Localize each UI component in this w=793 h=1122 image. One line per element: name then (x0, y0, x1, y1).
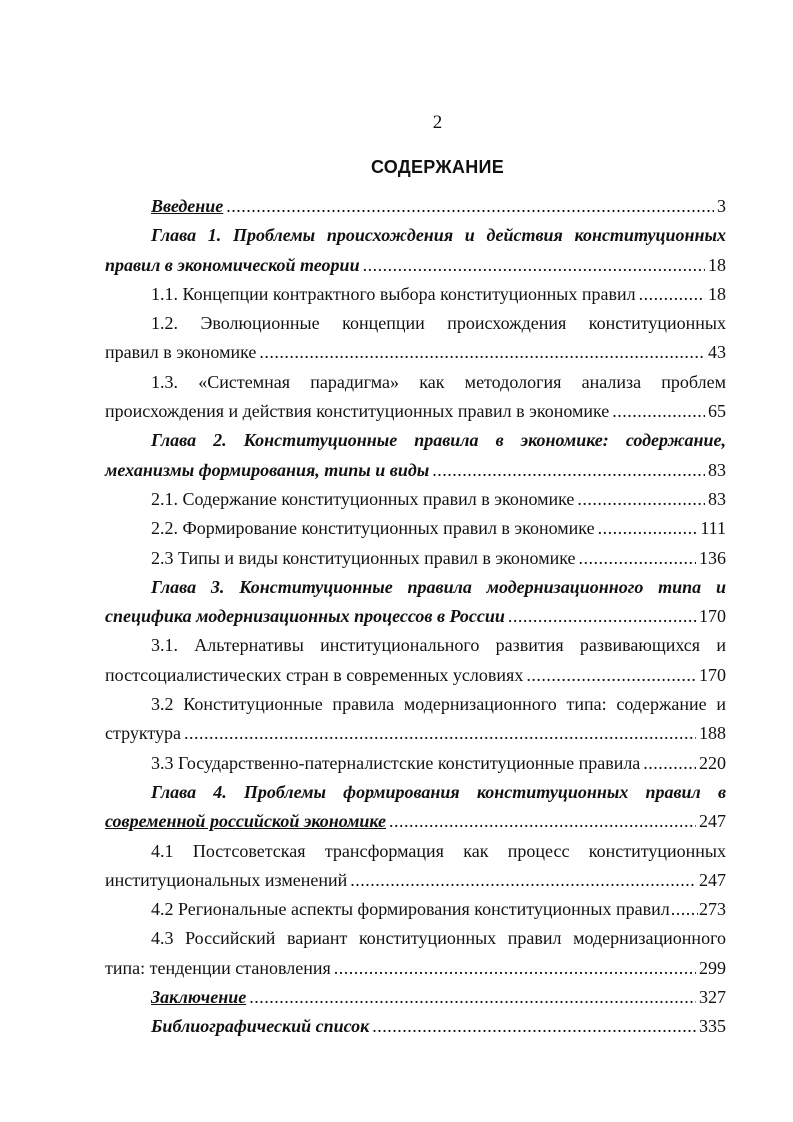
dot-leader (184, 719, 696, 748)
toc-page-number: 136 (699, 547, 726, 568)
dot-leader (598, 514, 698, 543)
toc-page-number: 220 (699, 752, 726, 773)
toc-entry-section-3-1[interactable] (105, 631, 726, 690)
toc-entry-bibliography[interactable] (105, 1012, 726, 1041)
page-title: СОДЕРЖАНИЕ (370, 157, 505, 177)
toc-entry-title-continued: происхождения и действия конституционных правил в экономике (105, 401, 610, 422)
toc-entry-title: 2.2. Формирование конституционных правил в экономике (151, 518, 595, 539)
toc-entry-title: 4.2 Региональные аспекты формирования конституционных правил (151, 899, 670, 920)
toc-entry-chapter-1[interactable] (105, 221, 726, 280)
toc-entry-title: 3.1. Альтернативы институционального развития развивающихся и (151, 635, 726, 656)
toc-page-number: 170 (699, 606, 726, 627)
toc-entry-title-continued: современной российской экономике (105, 811, 387, 832)
dot-leader (526, 661, 696, 690)
toc-entry-title: Заключение (151, 987, 247, 1008)
toc-entry-title: Глава 4. Проблемы формирования конституционных правил в (151, 781, 726, 802)
toc-entry-section-2-1[interactable] (105, 485, 726, 514)
dot-leader (249, 983, 696, 1012)
toc-entry-title: 1.1. Концепции контрактного выбора конституционных правил (151, 283, 636, 304)
toc-entry-section-1-2[interactable] (105, 309, 726, 368)
dot-leader (508, 602, 696, 631)
toc-entry-title: Глава 1. Проблемы происхождения и действия конституционных (151, 225, 726, 246)
toc-page-number: 247 (699, 869, 726, 890)
toc-page-number: 299 (699, 957, 726, 978)
table-of-contents (105, 192, 726, 1042)
toc-page-number: 83 (708, 488, 726, 509)
toc-entry-title-continued: постсоциалистических стран в современных условиях (105, 664, 524, 685)
toc-page-number: 247 (699, 811, 726, 832)
toc-page-number: 273 (699, 899, 726, 920)
toc-entry-chapter-2[interactable] (105, 426, 726, 485)
toc-entry-title-continued: правил в экономике (105, 342, 257, 363)
toc-entry-section-1-3[interactable] (105, 368, 726, 427)
toc-page-number: 65 (708, 401, 726, 422)
toc-page-number: 3 (717, 196, 726, 216)
toc-entry-title: 1.2. Эволюционные концепции происхождения конституционных (151, 313, 726, 334)
toc-page-number: 18 (708, 283, 726, 304)
dot-leader (579, 544, 696, 573)
toc-entry-section-4-1[interactable] (105, 837, 726, 896)
toc-entry-title: Глава 2. Конституционные правила в экономике: содержание, (151, 430, 726, 451)
dot-leader (363, 251, 705, 280)
toc-page-number: 43 (708, 342, 726, 363)
toc-entry-title-continued: правил в экономической теории (105, 254, 360, 275)
toc-entry-section-2-3[interactable] (105, 544, 726, 573)
dot-leader (643, 749, 696, 778)
toc-entry-section-3-3[interactable] (105, 749, 726, 778)
dot-leader (577, 485, 705, 514)
toc-entry-title: 4.1 Постсоветская трансформация как процесс конституционных (151, 840, 726, 861)
dot-leader (432, 456, 705, 485)
toc-entry-title-continued: типа: тенденции становления (105, 957, 331, 978)
toc-entry-title: 2.1. Содержание конституционных правил в экономике (151, 488, 575, 509)
toc-page-number: 188 (699, 723, 726, 744)
toc-entry-title: Глава 3. Конституционные правила модернизационного типа и (151, 576, 726, 597)
toc-entry-section-3-2[interactable] (105, 690, 726, 749)
toc-entry-title-continued: структура (105, 723, 181, 744)
toc-page-number: 327 (699, 987, 726, 1008)
toc-entry-title-continued: специфика модернизационных процессов в России (105, 606, 505, 627)
toc-entry-title: 4.3 Российский вариант конституционных правил модернизационного (151, 928, 726, 949)
toc-entry-section-4-3[interactable] (105, 924, 726, 983)
toc-page-number: 170 (699, 664, 726, 685)
toc-entry-title-continued: институциональных изменений (105, 869, 348, 890)
toc-entry-title: 1.3. «Системная парадигма» как методология анализа проблем (151, 371, 726, 392)
toc-entry-title: Библиографический список (151, 1016, 370, 1037)
toc-entry-chapter-4[interactable] (105, 778, 726, 837)
page-number: 2 (432, 112, 443, 133)
dot-leader (226, 192, 714, 221)
toc-entry-title: Введение (151, 196, 224, 216)
toc-entry-section-2-2[interactable] (105, 514, 726, 543)
toc-page-number: 111 (700, 518, 726, 539)
dot-leader (259, 338, 705, 367)
toc-page-number: 83 (708, 459, 726, 480)
toc-entry-title: 3.2 Конституционные правила модернизационного типа: содержание и (151, 694, 726, 715)
toc-entry-conclusion[interactable] (105, 983, 726, 1012)
dot-leader (612, 397, 705, 426)
dot-leader (671, 895, 698, 924)
dot-leader (389, 807, 696, 836)
toc-entry-chapter-3[interactable] (105, 573, 726, 632)
dot-leader (639, 280, 705, 309)
toc-entry-introduction[interactable] (105, 192, 726, 221)
dot-leader (350, 866, 696, 895)
toc-entry-section-1-1[interactable] (105, 280, 726, 309)
dot-leader (372, 1012, 696, 1041)
toc-page-number: 335 (699, 1016, 726, 1037)
toc-entry-title: 3.3 Государственно-патерналистские конституционные правила (151, 752, 641, 773)
toc-entry-title: 2.3 Типы и виды конституционных правил в экономике (151, 547, 576, 568)
toc-page-number: 18 (708, 254, 726, 275)
toc-entry-title-continued: механизмы формирования, типы и виды (105, 459, 430, 480)
toc-entry-section-4-2[interactable] (105, 895, 726, 924)
dot-leader (334, 954, 696, 983)
